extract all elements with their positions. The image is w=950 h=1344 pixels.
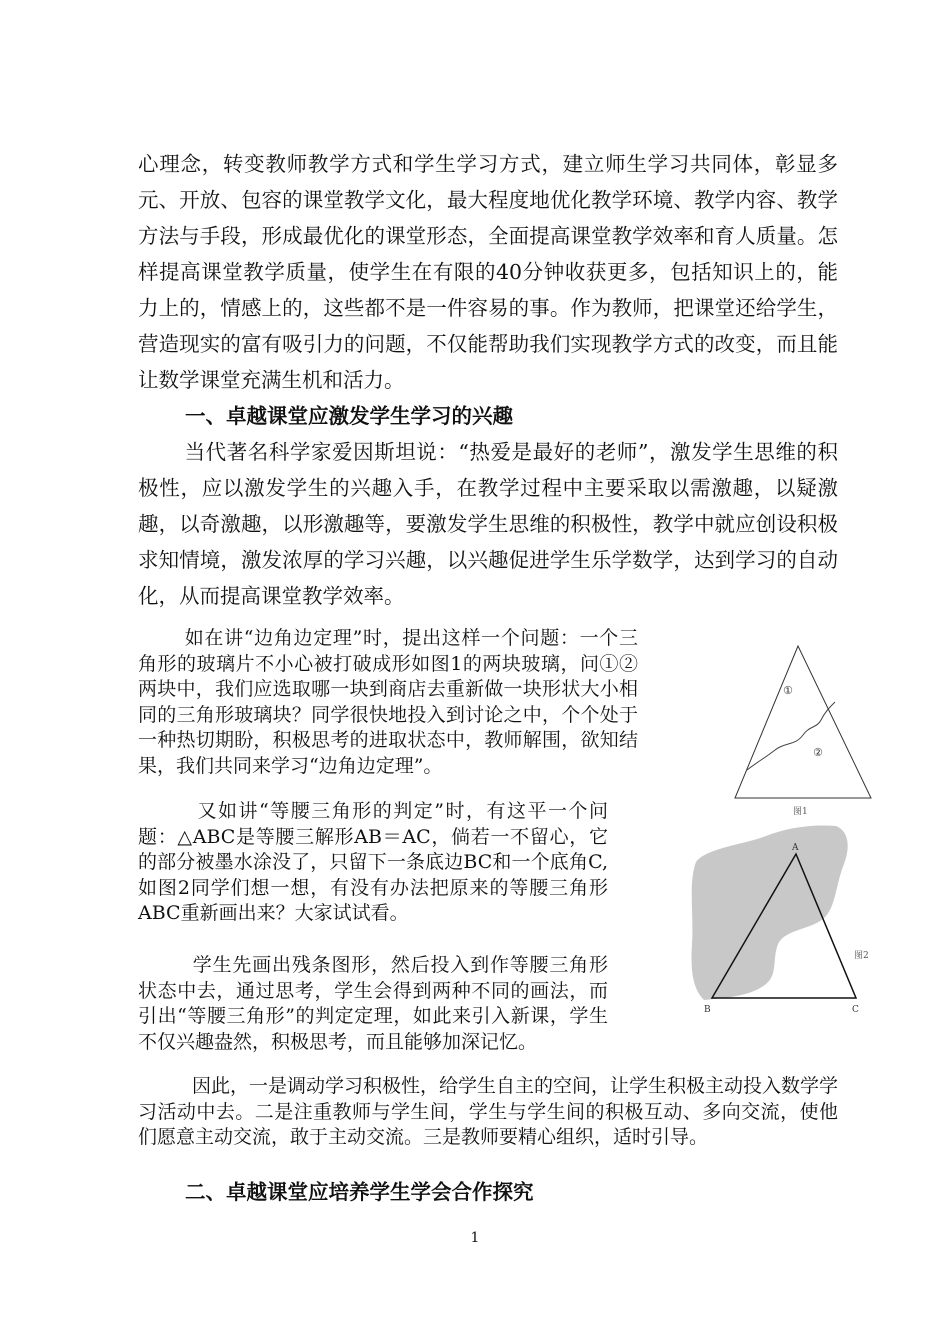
section-1-heading: 一、卓越课堂应激发学生学习的兴趣: [185, 404, 513, 428]
section-1-text: 当代著名科学家爱因斯坦说：“热爱是最好的老师”，激发学生思维的积极性，应以激发学生的兴趣入手，在教学过程中主要采取以需激趣，以疑激趣，以奇激趣，以形激趣等，要激发学生思维的积极性，教学中就应创设积极求知情境，激发浓厚的学习兴趣，以兴趣促进学生乐学数学，达到学习的自动化，从而提高课堂教学效率。: [138, 440, 838, 608]
example-3-text: 学生先画出残条图形，然后投入到作等腰三角形状态中去，通过思考，学生会得到两种不同的画法，而引出“等腰三角形”的判定定理，如此来引入新课，学生不仅兴趣盎然，积极思考，而且能够加深记忆。: [138, 954, 608, 1053]
example-2-text: 又如讲“等腰三角形的判定”时，有这平一个问题：△ABC是等腰三解形AB＝AC，倘若一不留心，它的部分被墨水涂没了，只留下一条底边BC和一个底角C,如图2同学们想一想，有没有办法把原来的等腰三角形ABC重新画出来？大家试试看。: [138, 800, 608, 924]
example-3-paragraph: [138, 953, 608, 1055]
figure-2-ink-blot: [692, 825, 848, 1000]
conclusion-text: 因此，一是调动学习积极性，给学生自主的空间，让学生积极主动投入数学学习活动中去。二是注重教师与学生间，学生与学生间的积极互动、多向交流，使他们愿意主动交流，敢于主动交流。三是教师要精心组织，适时引导。: [138, 1075, 839, 1148]
example-1-text: 如在讲“边角边定理”时，提出这样一个问题：一个三角形的玻璃片不小心被打破成形如图1的两块玻璃，问①②两块中，我们应选取哪一块到商店去重新做一块形状大小相同的三角形玻璃块？同学很快地投入到讨论之中，个个处于一种热切期盼，积极思考的进取状态中，教师解围，欲知结果，我们共同来学习“边角边定理”。: [138, 627, 638, 777]
figure-1-piece-2-label: ②: [813, 746, 823, 759]
figure-1-caption: 图1: [793, 807, 808, 817]
conclusion-paragraph: [138, 1074, 838, 1151]
figure-1-triangle: [735, 646, 871, 798]
figure-2-vertex-b: B: [704, 1005, 711, 1015]
figure-2-ink-triangle: [686, 824, 876, 1020]
figure-1-broken-triangle: [725, 640, 885, 820]
section-2-heading: 二、卓越课堂应培养学生学会合作探究: [185, 1180, 534, 1204]
figure-2-vertex-c: C: [852, 1005, 859, 1015]
intro-paragraph: 心理念，转变教师教学方式和学生学习方式，建立师生学习共同体，彰显多元、开放、包容的课堂教学文化，最大程度地优化教学环境、教学内容、教学方法与手段，形成最优化的课堂形态，全面提高课堂教学效率和育人质量。怎样提高课堂教学质量，使学生在有限的40分钟收获更多，包括知识上的，能力上的，情感上的，这些都不是一件容易的事。作为教师，把课堂还给学生，营造现实的富有吸引力的问题，不仅能帮助我们实现教学方式的改变，而且能让数学课堂充满生机和活力。: [138, 152, 838, 392]
example-1-paragraph: [138, 626, 638, 779]
figure-1-piece-1-label: ①: [783, 684, 793, 697]
section-1-paragraph: [138, 434, 838, 614]
figure-2-caption: 图2: [854, 951, 869, 961]
figure-2-vertex-a: A: [792, 843, 799, 853]
example-2-paragraph: [138, 799, 608, 927]
page-number: 1: [470, 1230, 480, 1246]
